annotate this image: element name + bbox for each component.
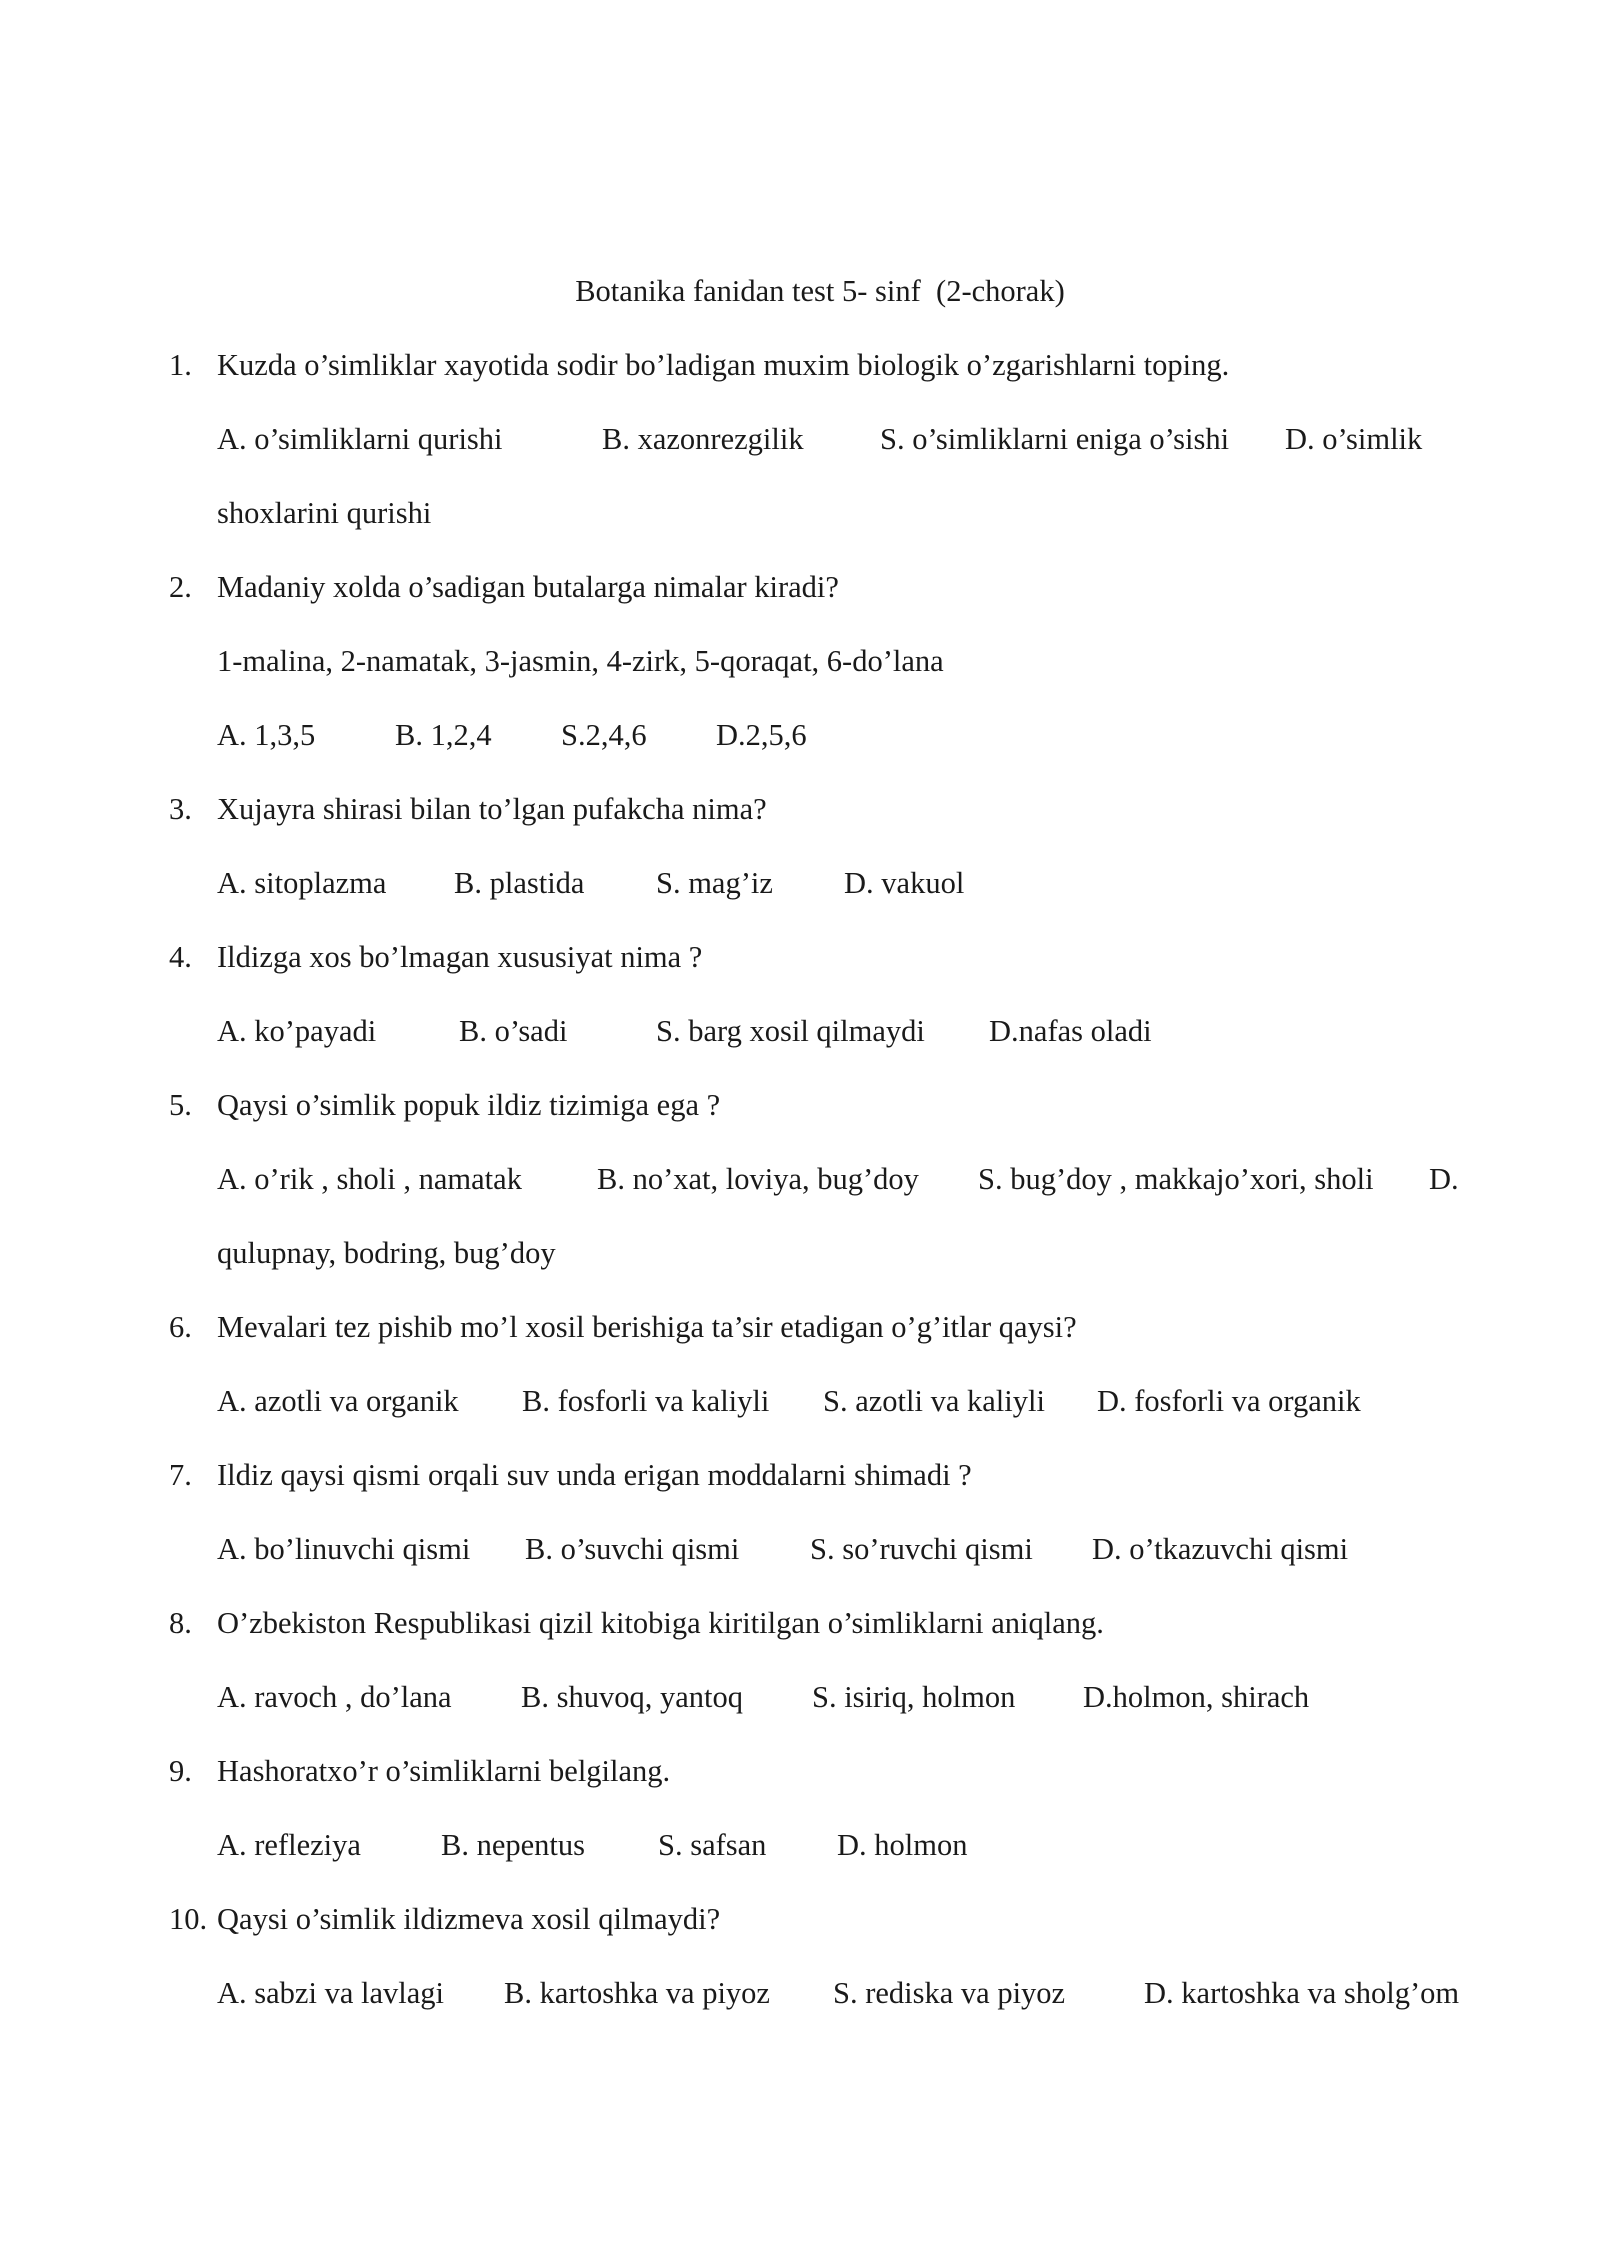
option-d: D. holmon xyxy=(837,1828,968,1862)
question-text: Mevalari tez pishib mo’l xosil berishiga ta’sir etadigan o’g’itlar qaysi? xyxy=(217,1310,1077,1344)
question-number: 2. xyxy=(169,570,192,604)
option-b: B. shuvoq, yantoq xyxy=(521,1680,743,1714)
option-a: A. azotli va organik xyxy=(217,1384,459,1418)
option-b: B. kartoshka va piyoz xyxy=(504,1976,770,2010)
option-a: A. ko’payadi xyxy=(217,1014,377,1048)
option-d: D. vakuol xyxy=(844,866,965,900)
option-d: D.2,5,6 xyxy=(716,718,807,752)
option-a: A. o’simliklarni qurishi xyxy=(217,422,503,456)
question-number: 9. xyxy=(169,1754,192,1788)
question-text: O’zbekiston Respublikasi qizil kitobiga kiritilgan o’simliklarni aniqlang. xyxy=(217,1606,1104,1640)
question-text: Qaysi o’simlik ildizmeva xosil qilmaydi? xyxy=(217,1902,721,1936)
option-d: D. kartoshka va sholg’om xyxy=(1144,1976,1460,2010)
option-a: A. refleziya xyxy=(217,1828,361,1862)
question-text: Hashoratxo’r o’simliklarni belgilang. xyxy=(217,1754,671,1788)
question-number: 3. xyxy=(169,792,192,826)
option-d: D. o’simlik xyxy=(1285,422,1423,456)
question-text: Ildizga xos bo’lmagan xususiyat nima ? xyxy=(217,940,703,974)
question-text: Xujayra shirasi bilan to’lgan pufakcha nima? xyxy=(217,792,767,826)
page-title: Botanika fanidan test 5- sinf (2-chorak) xyxy=(575,274,1065,308)
question-text: Kuzda o’simliklar xayotida sodir bo’ladigan muxim biologik o’zgarishlarni toping. xyxy=(217,348,1230,382)
option-d: D. fosforli va organik xyxy=(1097,1384,1361,1418)
option-a: A. sitoplazma xyxy=(217,866,387,900)
option-s: S. o’simliklarni eniga o’sishi xyxy=(880,422,1230,456)
option-s: S. safsan xyxy=(658,1828,767,1862)
question-number: 1. xyxy=(169,348,192,382)
option-s: S. so’ruvchi qismi xyxy=(810,1532,1033,1566)
item-list: 1-malina, 2-namatak, 3-jasmin, 4-zirk, 5-qoraqat, 6-do’lana xyxy=(217,644,944,678)
option-d: D.holmon, shirach xyxy=(1083,1680,1310,1714)
question-number: 6. xyxy=(169,1310,192,1344)
option-s: S. mag’iz xyxy=(656,866,773,900)
option-b: B. xazonrezgilik xyxy=(602,422,804,456)
option-a: A. o’rik , sholi , namatak xyxy=(217,1162,522,1196)
option-b: B. nepentus xyxy=(441,1828,586,1862)
question-number: 8. xyxy=(169,1606,192,1640)
question-number: 4. xyxy=(169,940,192,974)
option-b: B. 1,2,4 xyxy=(395,718,492,752)
option-d: D. o’tkazuvchi qismi xyxy=(1092,1532,1349,1566)
option-b: B. o’sadi xyxy=(459,1014,568,1048)
option-a: A. 1,3,5 xyxy=(217,718,316,752)
option-s: S. azotli va kaliyli xyxy=(823,1384,1045,1418)
option-b: B. fosforli va kaliyli xyxy=(522,1384,770,1418)
option-b: B. o’suvchi qismi xyxy=(525,1532,740,1566)
option-d: D.nafas oladi xyxy=(989,1014,1152,1048)
option-s: S.2,4,6 xyxy=(561,718,647,752)
question-text: Qaysi o’simlik popuk ildiz tizimiga ega ? xyxy=(217,1088,721,1122)
option-a: A. sabzi va lavlagi xyxy=(217,1976,444,2010)
question-number: 10. xyxy=(169,1902,208,1936)
option-continuation: shoxlarini qurishi xyxy=(217,496,432,530)
option-s: S. isiriq, holmon xyxy=(812,1680,1016,1714)
question-text: Ildiz qaysi qismi orqali suv unda erigan moddalarni shimadi ? xyxy=(217,1458,972,1492)
question-text: Madaniy xolda o’sadigan butalarga nimalar kiradi? xyxy=(217,570,839,604)
option-s: S. rediska va piyoz xyxy=(833,1976,1066,2010)
option-b: B. no’xat, loviya, bug’doy xyxy=(597,1162,919,1196)
option-d: D. xyxy=(1429,1162,1459,1196)
option-s: S. bug’doy , makkajo’xori, sholi xyxy=(978,1162,1374,1196)
option-b: B. plastida xyxy=(454,866,585,900)
question-number: 7. xyxy=(169,1458,192,1492)
option-s: S. barg xosil qilmaydi xyxy=(656,1014,925,1048)
option-a: A. ravoch , do’lana xyxy=(217,1680,452,1714)
question-number: 5. xyxy=(169,1088,192,1122)
option-a: A. bo’linuvchi qismi xyxy=(217,1532,471,1566)
option-continuation: qulupnay, bodring, bug’doy xyxy=(217,1236,556,1270)
